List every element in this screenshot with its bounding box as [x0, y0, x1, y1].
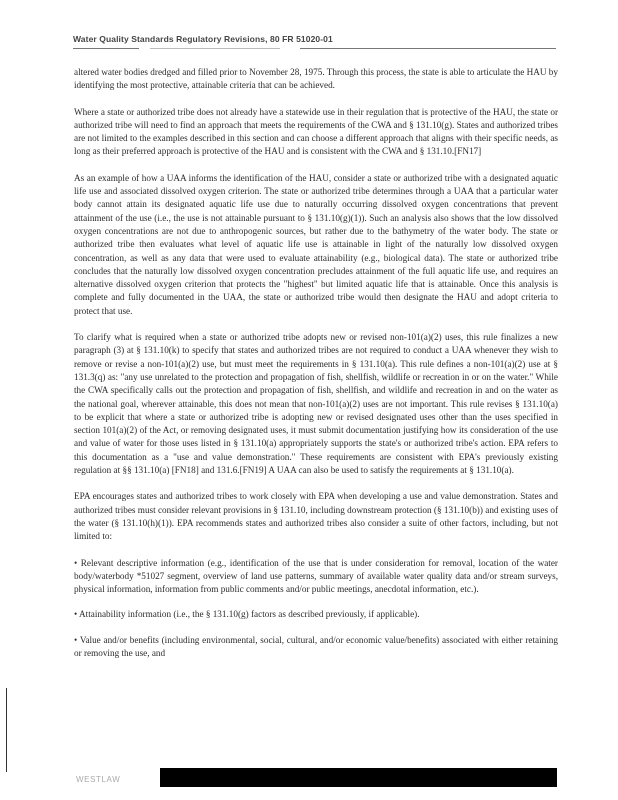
document-header: Water Quality Standards Regulatory Revisions, 80 FR 51020-01	[73, 34, 333, 44]
document-body	[74, 66, 558, 672]
paragraph-uaa-example: As an example of how a UAA informs the identification of the HAU, consider a state or authorized tribe with a designated aquatic life use and associated dissolved oxygen criterion. The state or authorized tribe determines through a UAA that a particular water body cannot attain its designated aquatic life use due to naturally occurring dissolved oxygen concentrations that prevent attainment of the use (i.e., the use is not attainable pursuant to § 131.10(g)(1)). Such an analysis also shows that the low dissolved oxygen concentrations are not due to anthropogenic sources, but rather due to the bathymetry of the water body. The state or authorized tribe then evaluates what level of aquatic life use is attainable in light of the naturally low dissolved oxygen concentration, as well as any data that were used to evaluate attainability (e.g., biological data). The state or authorized tribe concludes that the naturally low dissolved oxygen concentration precludes attainment of the full aquatic life use, and requires an alternative dissolved oxygen criterion that protects the "highest" but limited aquatic life that is attainable. Once this analysis is complete and fully documented in the UAA, the state or authorized tribe would then designate the HAU and adopt criteria to protect that use.	[74, 172, 558, 316]
header-rule-left	[73, 48, 139, 49]
bullet-descriptive-information: • Relevant descriptive information (e.g., identification of the use that is under consideration for removal, location of the water body/waterbody *51027 segment, overview of land use patterns, summary of available water quality data and/or stream surveys, physical information, information from public comments and/or public meetings, anecdotal information, etc.).	[74, 557, 558, 595]
margin-scan-mark	[6, 688, 7, 772]
header-rule-middle	[150, 48, 280, 49]
bullet-value-benefits: • Value and/or benefits (including environmental, social, cultural, and/or economic value/benefits) associated with either retaining or removing the use, and	[74, 634, 558, 658]
paragraph-epa-encourages: EPA encourages states and authorized tribes to work closely with EPA when developing a use and value demonstration. States and authorized tribes must consider relevant provisions in § 131.10, including downstream protection (§ 131.10(b)) and existing uses of the water (§ 131.10(h)(1)). EPA recommends states and authorized tribes also consider a suite of other factors, including, but not limited to:	[74, 491, 558, 542]
paragraph-non-101a2-uses: To clarify what is required when a state or authorized tribe adopts new or revised non-101(a)(2) uses, this rule finalizes a new paragraph (3) at § 131.10(k) to specify that states and authorized tribes are not required to conduct a UAA whenever they wish to remove or revise a non-101(a)(2) use, but must meet the requirements in § 131.10(a). This rule defines a non-101(a)(2) use at § 131.3(q) as: "any use unrelated to the protection and propagation of fish, shellfish, wildlife or recreation in or on the water." While the CWA specifically calls out the protection and propagation of fish, shellfish, and wildlife and recreation in and on the water as the national goal, wherever attainable, this does not mean that non-101(a)(2) uses are not important. This rule revises § 131.10(a) to be explicit that where a state or authorized tribe is adopting new or revised designated uses other than the uses specified in section 101(a)(2) of the Act, or removing designated uses, it must submit documentation justifying how its consideration of the use and value of water for those uses listed in § 131.10(a) appropriately supports the state's or authorized tribe's action. EPA refers to this documentation as a "use and value demonstration." These requirements are consistent with EPA's previously existing regulation at §§ 131.10(a) [FN18] and 131.6.[FN19] A UAA can also be used to satisfy the requirements at § 131.10(a).	[74, 332, 558, 476]
paragraph-hau-dredged: altered water bodies dredged and filled prior to November 28, 1975. Through this process, the state is able to articulate the HAU by identifying the most protective, attainable criteria that can be achieved.	[74, 67, 558, 91]
footer-westlaw-label: WESTLAW	[76, 775, 121, 784]
bullet-attainability-information: • Attainability information (i.e., the § 131.10(g) factors as described previously, if applicable).	[74, 609, 420, 620]
header-rule-right	[300, 48, 556, 49]
footer-redaction-bar	[160, 768, 557, 787]
paragraph-statewide-use: Where a state or authorized tribe does not already have a statewide use in their regulation that is protective of the HAU, the state or authorized tribe will need to find an approach that meets the requirements of the CWA and § 131.10(g). States and authorized tribes are not limited to the examples described in this section and can choose a different approach that aligns with their specific needs, as long as their preferred approach is protective of the HAU and is consistent with the CWA and § 131.10.[FN17]	[74, 106, 558, 157]
